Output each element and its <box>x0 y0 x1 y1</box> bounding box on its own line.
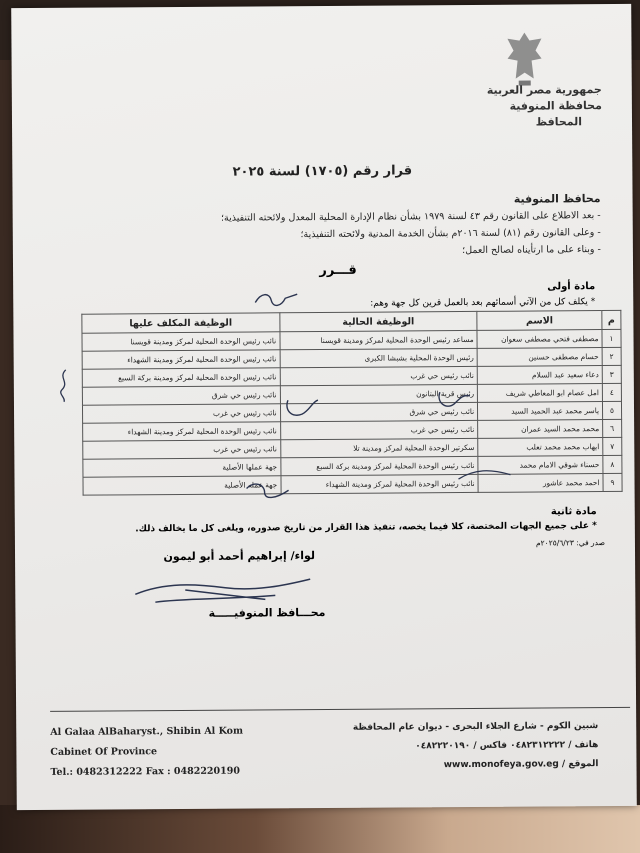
cell-number: ٦ <box>603 419 622 437</box>
footer-ar-address: شبين الكوم - شارع الجلاء البحرى - ديوان عام المحافظة <box>352 721 599 733</box>
article-1-text: * يكلف كل من الآتي أسمائهم بعد بالعمل قرين كل جهة وهم: <box>370 297 596 309</box>
cell-name: محمد محمد السيد عمران <box>478 420 603 439</box>
cell-current-job: نائب رئيس الوحدة المحلية لمركز ومدينة الشهداء <box>281 474 479 493</box>
footer-divider <box>50 707 630 712</box>
preamble-governor: محافظ المنوفية <box>513 192 601 206</box>
background-floor <box>0 805 640 853</box>
cell-assigned-job: نائب رئيس الوحدة المحلية لمركز ومدينة بركة السبع <box>82 368 280 387</box>
cell-assigned-job: جهة عمله الأصلية <box>83 476 281 495</box>
footer-ar-site: الموقع / www.monofeya.gov.eg <box>443 759 599 771</box>
cell-number: ٤ <box>602 383 621 401</box>
cell-current-job: نائب رئيس حي غرب <box>280 420 478 439</box>
pen-mark-top <box>251 288 301 310</box>
cell-current-job: رئيس قرية البتانون <box>280 384 478 403</box>
pen-mark-side <box>54 368 74 404</box>
cell-number: ٧ <box>603 437 622 455</box>
signatory-title: محـــافظ المنوفيـــــة <box>208 605 326 620</box>
decree-preamble <box>41 190 601 262</box>
col-header-number: م <box>602 310 621 329</box>
footer-en-address: Al Galaa AlBaharyst., Shibin Al Kom <box>50 725 244 738</box>
pen-mark-row-4 <box>282 394 322 424</box>
cell-assigned-job: نائب رئيس حي غرب <box>83 440 281 459</box>
cell-name: ايهاب محمد محمد تعلب <box>478 438 603 457</box>
footer-arabic <box>353 717 599 776</box>
article-1-heading: مادة أولى <box>547 281 596 293</box>
cell-number: ٥ <box>602 401 621 419</box>
footer-en-phone: Tel.: 0482312222 Fax : 0482220190 <box>50 765 241 778</box>
preamble-line-2: - وعلى القانون رقم (٨١) لسنة ٢٠١٦م بشأن الخدمة المدنية ولائحته التنفيذية؛ <box>300 227 601 241</box>
signatory-name: لواء/ إبراهيم أحمد أبو ليمون <box>163 549 316 564</box>
cell-name: امل عصام ابو المعاطي شريف <box>478 384 603 403</box>
cell-current-job: نائب رئيس الوحدة المحلية لمركز ومدينة بركة السبع <box>280 456 478 475</box>
issue-date: صدر في: ٢٠٢٥/٦/٢٣م <box>535 538 605 548</box>
letterhead <box>487 82 602 131</box>
decree-title: قرار رقم (١٧٠٥) لسنة ٢٠٢٥ <box>232 163 413 180</box>
letterhead-country: جمهورية مصر العربية <box>486 83 602 97</box>
cell-assigned-job: نائب رئيس حي شرق <box>82 386 280 405</box>
cell-name: ياسر محمد عبد الحميد السيد <box>478 402 603 421</box>
decree-paper <box>11 4 637 810</box>
col-header-name: الاسم <box>477 311 602 331</box>
letterhead-office: المحافظ <box>535 115 583 129</box>
cell-number: ١ <box>602 329 621 347</box>
preamble-line-1: - بعد الاطلاع على القانون رقم ٤٣ لسنة ١٩٧٩ بشأن نظام الإدارة المحلية المعدل ولائحته التنفيذية؛ <box>220 210 601 224</box>
assignments-table <box>81 310 622 496</box>
cell-name: مصطفى فتحي مصطفى سعوان <box>477 330 602 349</box>
cell-number: ٩ <box>603 473 622 491</box>
cell-number: ٣ <box>602 365 621 383</box>
footer-english <box>50 722 243 783</box>
cell-assigned-job: نائب رئيس الوحدة المحلية لمركز ومدينة الشهداء <box>82 350 280 369</box>
table-row <box>83 473 622 495</box>
cell-current-job: رئيس الوحدة المحلية بشبشا الكبرى <box>280 348 478 367</box>
cell-name: دعاء سعيد عبد السلام <box>477 366 602 385</box>
cell-assigned-job: نائب رئيس الوحدة المحلية لمركز ومدينة قويسنا <box>82 332 280 351</box>
pen-mark-bottom <box>242 478 292 504</box>
cell-name: حسناء شوقي الامام محمد <box>478 456 603 475</box>
decided-heading: قـــرر <box>319 262 357 279</box>
col-header-assigned-job: الوظيفة المكلف عليها <box>82 313 280 333</box>
eagle-emblem-icon <box>501 28 547 88</box>
footer-en-cabinet: Cabinet Of Province <box>50 746 158 758</box>
cell-current-job: مساعد رئيس الوحدة المحلية لمركز ومدينة قويسنا <box>280 330 478 349</box>
pen-mark-row-4b <box>434 388 474 414</box>
preamble-line-3: - وبناء على ما ارتأيناه لصالح العمل؛ <box>462 244 601 257</box>
footer-ar-phone: هاتف / ٠٤٨٢٣١٢٢٢٢ فاكس / ٠٤٨٢٢٢٠١٩٠ <box>415 740 599 752</box>
cell-name: حسام مصطفى حسنين <box>477 348 602 367</box>
cell-name: احمد محمد عاشور <box>478 474 603 493</box>
article-2-text: * على جميع الجهات المختصة، كلا فيما يخصه، تنفيذ هذا القرار من تاريخ صدوره، ويلغى كل ما يخالف ذلك. <box>135 521 597 535</box>
cell-current-job: سكرتير الوحدة المحلية لمركز ومدينة تلا <box>280 438 478 457</box>
cell-current-job: نائب رئيس حي غرب <box>280 366 478 385</box>
cell-current-job: نائب رئيس حي شرق <box>280 402 478 421</box>
cell-assigned-job: نائب رئيس حي غرب <box>82 404 280 423</box>
cell-assigned-job: جهة عملها الأصلية <box>83 458 281 477</box>
pen-mark-row-8 <box>454 463 514 485</box>
cell-number: ٨ <box>603 455 622 473</box>
col-header-current-job: الوظيفة الحالية <box>279 311 477 331</box>
cell-assigned-job: نائب رئيس الوحدة المحلية لمركز ومدينة الشهداء <box>83 422 281 441</box>
letterhead-governorate: محافظة المنوفية <box>509 99 602 113</box>
cell-number: ٢ <box>602 347 621 365</box>
article-2-heading: مادة ثانية <box>550 506 597 518</box>
